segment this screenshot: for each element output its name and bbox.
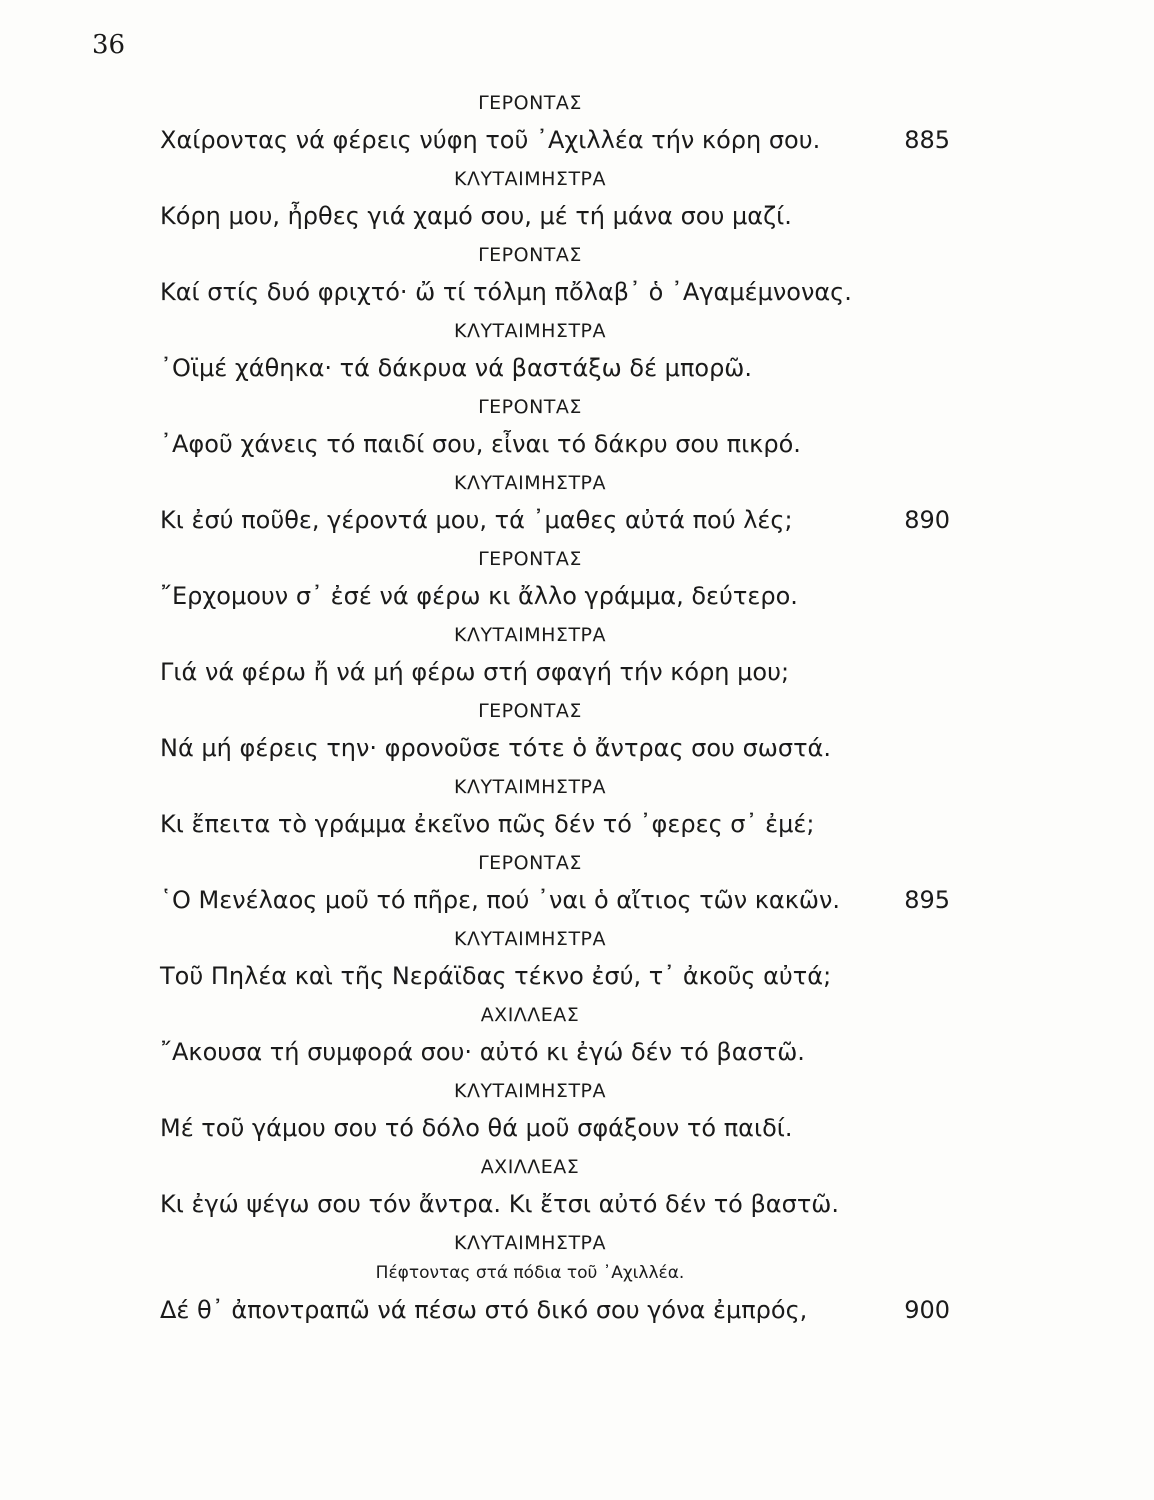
verse-text: Χαίροντας νά φέρεις νύφη τοῦ ᾿Αχιλλέα τήν κόρη σου. [160,126,821,154]
verse-text: ῾Ο Μενέλαος μοῦ τό πῆρε, πού ᾿ναι ὁ αἴτιος τῶν κακῶν. [160,886,841,914]
page-number: 36 [92,30,126,60]
verse-text: ᾿Οϊμέ χάθηκα· τά δάκρυα νά βαστάξω δέ μπορῶ. [160,354,753,382]
line-number: 890 [904,506,950,534]
verse-text: Κόρη μου, ἦρθες γιά χαμό σου, μέ τή μάνα σου μαζί. [160,202,792,230]
verse-line [160,650,960,696]
verse-text: ᾿Αφοῦ χάνεις τό παιδί σου, εἶναι τό δάκρυ σου πικρό. [160,430,801,458]
speaker-name: ΚΛΥΤΑΙΜΗΣΤΡΑ [453,928,607,950]
line-number: 900 [904,1296,950,1324]
speaker-name: ΚΛΥΤΑΙΜΗΣΤΡΑ [453,1232,607,1254]
speaker-name: ΚΛΥΤΑΙΜΗΣΤΡΑ [453,624,607,646]
verse-line [160,726,960,772]
verse-line [160,802,960,848]
speaker-name: ΓΕΡΟΝΤΑΣ [478,700,582,722]
verse-line [160,574,960,620]
verse-text: Γιά νά φέρω ἤ νά μή φέρω στή σφαγή τήν κόρη μου; [160,658,790,686]
verse-line [160,1182,960,1228]
verse-line [160,954,960,1000]
verse-text: Δέ θ᾿ ἀποντραπῶ νά πέσω στό δικό σου γόνα ἐμπρός, [160,1296,808,1324]
speaker-name: ΓΕΡΟΝΤΑΣ [478,244,582,266]
line-number: 885 [904,126,950,154]
stage-direction: Πέφτοντας στά πόδια τοῦ ᾿Αχιλλέα. [375,1263,685,1283]
speaker-name: ΓΕΡΟΝΤΑΣ [478,852,582,874]
speaker-name: ΚΛΥΤΑΙΜΗΣΤΡΑ [453,776,607,798]
verse-line [160,422,960,468]
verse-line [160,878,960,924]
verse-line [160,1030,960,1076]
line-number: 895 [904,886,950,914]
verse-text: Κι ἐγώ ψέγω σου τόν ἄντρα. Κι ἔτσι αὐτό δέν τό βαστῶ. [160,1190,840,1218]
verse-text: ῎Ακουσα τή συμφορά σου· αὐτό κι ἐγώ δέν τό βαστῶ. [160,1038,805,1066]
verse-text: Τοῦ Πηλέα καὶ τῆς Νεράϊδας τέκνο ἐσύ, τ᾿ ἀκοῦς αὐτά; [160,962,832,990]
speaker-name: ΓΕΡΟΝΤΑΣ [478,548,582,570]
verse-text: Μέ τοῦ γάμου σου τό δόλο θά μοῦ σφάξουν τό παιδί. [160,1114,793,1142]
speaker-name: ΚΛΥΤΑΙΜΗΣΤΡΑ [453,320,607,342]
verse-line [160,346,960,392]
verse-text: ῎Ερχομουν σ᾿ ἐσέ νά φέρω κι ἄλλο γράμμα, δεύτερο. [160,582,798,610]
verse-line [160,270,960,316]
verse-text: Καί στίς δυό φριχτό· ὤ τί τόλμη πὄλαβ᾿ ὁ ᾿Αγαμέμνονας. [160,278,852,306]
speaker-name: ΓΕΡΟΝΤΑΣ [478,92,582,114]
speaker-name: ΚΛΥΤΑΙΜΗΣΤΡΑ [453,168,607,190]
verse-text: Νά μή φέρεις την· φρονοῦσε τότε ὁ ἄντρας σου σωστά. [160,734,831,762]
speaker-name: ΓΕΡΟΝΤΑΣ [478,396,582,418]
speaker-name: ΚΛΥΤΑΙΜΗΣΤΡΑ [453,472,607,494]
speaker-name: ΑΧΙΛΛΕΑΣ [480,1156,580,1178]
verse-line [160,194,960,240]
verse-line [160,1288,960,1334]
dialogue [160,88,960,1334]
verse-text: Κι ἔπειτα τὸ γράμμα ἐκεῖνο πῶς δέν τό ᾿φερες σ᾿ ἐμέ; [160,810,815,838]
verse-line [160,1106,960,1152]
verse-line [160,498,960,544]
verse-text: Κι ἐσύ ποῦθε, γέροντά μου, τά ᾿μαθες αὐτά πού λές; [160,506,793,534]
speaker-name: ΚΛΥΤΑΙΜΗΣΤΡΑ [453,1080,607,1102]
speaker-name: ΑΧΙΛΛΕΑΣ [480,1004,580,1026]
verse-line [160,118,960,164]
